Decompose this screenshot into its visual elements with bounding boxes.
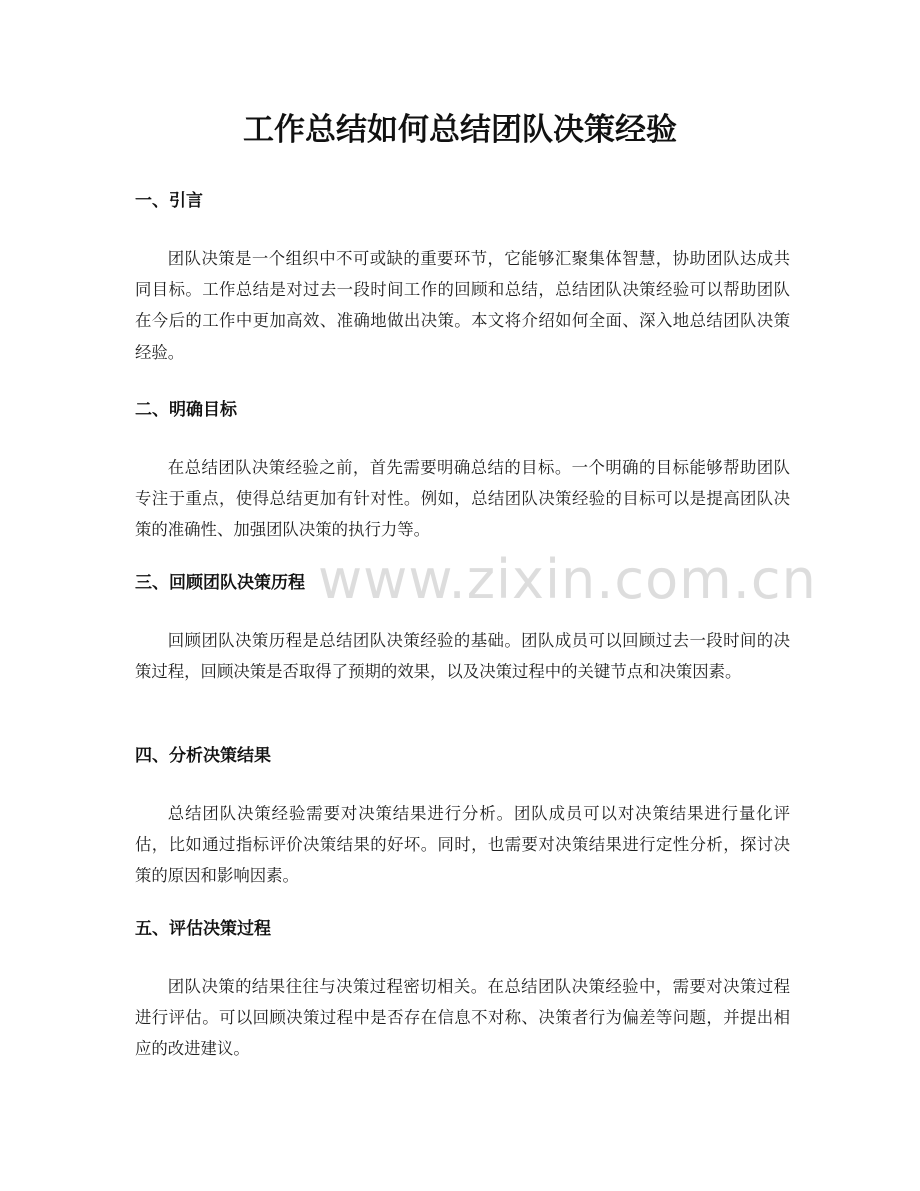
document-title: 工作总结如何总结团队决策经验 xyxy=(243,112,677,148)
section-introduction xyxy=(135,189,790,368)
section-review-history xyxy=(135,571,790,687)
section-heading: 二、明确目标 xyxy=(135,400,237,420)
section-paragraph: 总结团队决策经验需要对决策结果进行分析。团队成员可以对决策结果进行量化评估，比如通过指标评价决策结果的好坏。同时，也需要对决策结果进行定性分析，探讨决策的原因和影响因素。 xyxy=(135,804,790,886)
section-paragraph: 回顾团队决策历程是总结团队决策经验的基础。团队成员可以回顾过去一段时间的决策过程，回顾决策是否取得了预期的效果，以及决策过程中的关键节点和决策因素。 xyxy=(135,631,790,682)
section-heading: 三、回顾团队决策历程 xyxy=(135,573,305,593)
section-analyze-results xyxy=(135,744,790,892)
section-paragraph: 团队决策是一个组织中不可或缺的重要环节，它能够汇聚集体智慧，协助团队达成共同目标。工作总结是对过去一段时间工作的回顾和总结，总结团队决策经验可以帮助团队在今后的工作中更加高效、准确地做出决策。本文将介绍如何全面、深入地总结团队决策经验。 xyxy=(135,249,790,362)
section-paragraph: 团队决策的结果往往与决策过程密切相关。在总结团队决策经验中，需要对决策过程进行评估。可以回顾决策过程中是否存在信息不对称、决策者行为偏差等问题，并提出相应的改进建议。 xyxy=(135,977,790,1059)
section-heading: 五、评估决策过程 xyxy=(135,919,271,939)
section-heading: 一、引言 xyxy=(135,191,203,211)
section-evaluate-process xyxy=(135,917,790,1065)
section-heading: 四、分析决策结果 xyxy=(135,746,271,766)
section-define-goals xyxy=(135,398,790,546)
section-paragraph: 在总结团队决策经验之前，首先需要明确总结的目标。一个明确的目标能够帮助团队专注于重点，使得总结更加有针对性。例如，总结团队决策经验的目标可以是提高团队决策的准确性、加强团队决策的执行力等。 xyxy=(135,458,790,540)
watermark: www.zixin.com.cn xyxy=(318,548,817,611)
